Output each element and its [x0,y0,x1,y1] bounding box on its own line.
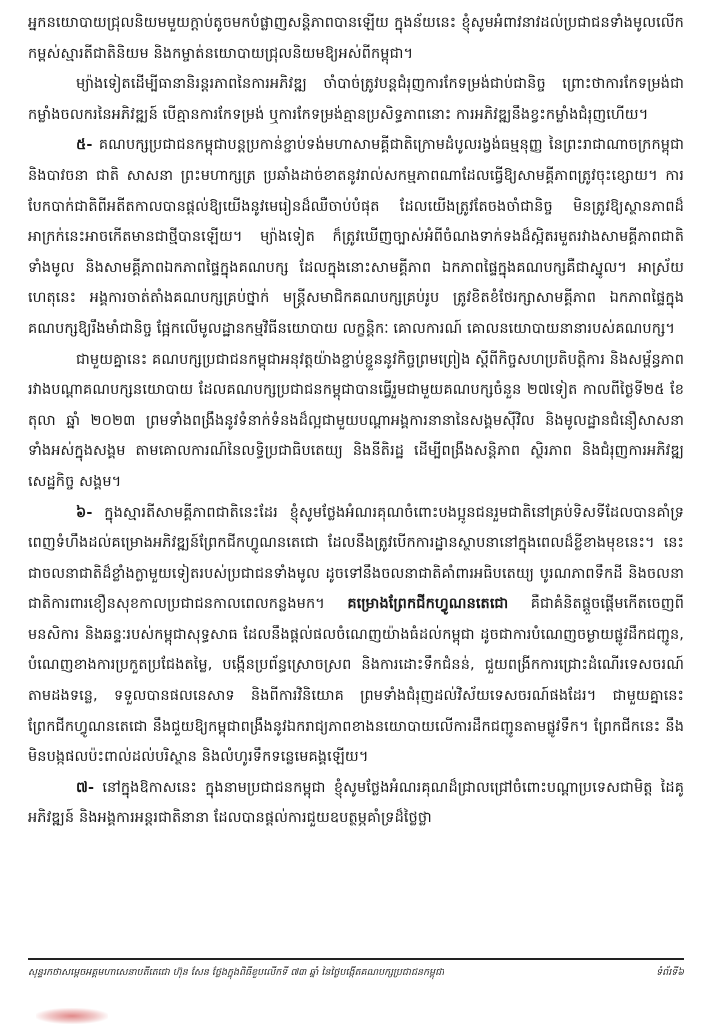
paragraph-text: ក្នុងស្មារតីសាមគ្គីភាពជាតិនេះដែរ ខ្ញុំសូមថ្លែងអំណរគុណចំពោះបងប្អូនជនរួមជាតិនៅគ្រប់ទិសទីដែលបានគាំទ្រពេញទំហឹងដល់គម្រោងអភិវឌ្ឍន៍ព្រែកជីកហ្វូណនតេជោ ដែលនឹងត្រូវបើកការដ្ឋានស្ថាបនានៅក្នុងពេលដ៏ខ្លីខាងមុខនេះ។ នេះជាចលនាជាតិដ៏ខ្លាំងក្លាមួយទៀតរបស់ប្រជាជនទាំងមូល ដូចទៅនឹងចលនាជាតិគាំពារអធិបតេយ្យ បូរណភាពទឹកដី និងចលនាជាតិការពារខឿនសុខកាលប្រជាជនកាលពេលកន្លងមក។ [28,504,684,613]
page-footer [28,962,684,984]
item-number: ៧- [76,779,95,796]
paragraph-text: ម្យ៉ាងទៀតដើម្បីធានានិរន្តរភាពនៃការអភិវឌ្ឍ ចាំបាច់ត្រូវបន្តជំរុញការកែទម្រង់ជាប់ជានិច្ច ព្រោះថាការកែទម្រង់ជាកម្លាំងចលករនៃអភិវឌ្ឍន៍ បើគ្មានការកែទម្រង់ ឬការកែទម្រង់គ្មានប្រសិទ្ធភាពនោះ ការអភិវឌ្ឍនឹងខ្វះកម្លាំងជំរុញហើយ។ [28,76,684,123]
item-number: ៥- [76,137,93,154]
paragraph-1 [28,8,684,69]
paragraph-text: នៅក្នុងឱកាសនេះ ក្នុងនាមប្រជាជនកម្ពុជា ខ្ញុំសូមថ្លែងអំណរគុណដ៏ជ្រាលជ្រៅចំពោះបណ្តាប្រទេសជាមិត្ត ដៃគូអភិវឌ្ឍន៍ និងអង្គការអន្តរជាតិនានា ដែលបានផ្តល់ការជួយឧបត្ថម្ភគាំទ្រដ៏ថ្លៃថ្លា [28,779,684,827]
paragraph-text: គណបក្សប្រជាជនកម្ពុជាបន្តប្រកាន់ខ្ជាប់ទង់មហាសាមគ្គីជាតិក្រោមដំបូលរង្វង់ធម្មនុញ្ញ នៃព្រះរាជាណាចក្រកម្ពុជា និងបាវចនា ជាតិ សាសនា ព្រះមហាក្សត្រ ប្រឆាំងដាច់ខាតនូវរាល់សកម្មភាពណាដែលធ្វើឱ្យសាមគ្គីភាពត្រូវចុះខ្សោយ។ ការបែកបាក់ជាតិពីអតីតកាលបានផ្តល់ឱ្យយើងនូវមេរៀនដ៏ឈឺចាប់បំផុត ដែលយើងត្រូវតែចងចាំជានិច្ច មិនត្រូវឱ្យស្ថានភាពដ៏អាក្រក់នេះអាចកើតមានជាថ្មីបានឡើយ។ ម្យ៉ាងទៀត ក៏ត្រូវឃើញច្បាស់អំពីចំណងទាក់ទងដ៏ស្អិតរមួតរវាងសាមគ្គីភាពជាតិទាំងមូល និងសាមគ្គីភាពឯកភាពផ្ទៃក្នុងគណបក្ស ដែលក្នុងនោះសាមគ្គីភាព ឯកភាពផ្ទៃក្នុងគណបក្សគឺជាស្នូល។ អាស្រ័យហេតុនេះ អង្គការចាត់តាំងគណបក្សគ្រប់ថ្នាក់ មន្ត្រីសមាជិកគណបក្សគ្រប់រូប ត្រូវខិតខំថែរក្សាសាមគ្គីភាព ឯកភាពផ្ទៃក្នុងគណបក្សឱ្យរឹងមាំជានិច្ច ផ្អែកលើមូលដ្ឋានកម្មវិធីនយោបាយ លក្ខន្តិកៈ គោលការណ៍ គោលនយោបាយនានារបស់គណបក្ស។ [28,137,684,337]
paragraph-text: ជាមួយគ្នានេះ គណបក្សប្រជាជនកម្ពុជាអនុវត្តយ៉ាងខ្ជាប់ខ្ជួននូវកិច្ចព្រមព្រៀង ស្តីពីកិច្ចសហប្រតិបត្តិការ និងសម្ព័ន្ធភាពរវាងបណ្តាគណបក្សនយោបាយ ដែលគណបក្សប្រជាជនកម្ពុជាបានធ្វើរួមជាមួយគណបក្សចំនួន ២៧ទៀត កាលពីថ្ងៃទី២៥ ខែតុលា ឆ្នាំ ២០២៣ ព្រមទាំងពង្រឹងនូវទំនាក់ទំនងដ៏ល្អជាមួយបណ្តាអង្គការនានានៃសង្គមស៊ីវិល និងមូលដ្ឋានជំនឿសាសនាទាំងអស់ក្នុងសង្គម តាមគោលការណ៍នៃលទ្ធិប្រជាធិបតេយ្យ និងនីតិរដ្ឋ ដើម្បីពង្រឹងសន្តិភាព ស្ថិរភាព និងជំរុញការអភិវឌ្ឍសេដ្ឋកិច្ច សង្គម។ [28,351,684,490]
item-number: ៦- [76,504,93,521]
footer-divider [28,958,684,960]
paragraph-5-item-6 [28,498,684,773]
paragraph-6-item-7 [28,773,684,834]
paragraph-2 [28,69,684,130]
paragraph-3-item-5 [28,130,684,344]
paragraph-text: អ្នកនយោបាយជ្រុលនិយមមួយក្តាប់តូចមកបំផ្លាញសន្តិភាពបានឡើយ ក្នុងន័យនេះ ខ្ញុំសូមអំពាវនាវដល់ប្រជាជនទាំងមូលលើកកម្ពស់ស្មារតីជាតិនិយម និងកម្ចាត់នយោបាយជ្រុលនិយមឱ្យអស់ពីកម្ពុជា។ [28,15,684,62]
document-body [28,8,684,956]
bold-project-name: គម្រោងព្រែកជីកហ្វូណនតេជោ [347,596,509,613]
footer-caption: សុន្ទរកថាសម្តេចអគ្គមហាសេនាបតីតេជោ ហ៊ុន សែន ថ្លែងក្នុងពិធីខួបលើកទី ៧៣ ឆ្នាំ នៃថ្ងៃបង្កើតគណបក្សប្រជាជនកម្ពុជា [28,967,445,978]
paragraph-text-tail: គឺជាគំនិតផ្តួចផ្តើមកើតចេញពីមនសិការ និងឆន្ទៈរបស់កម្ពុជាសុទ្ធសាធ ដែលនឹងផ្តល់ផលចំណេញយ៉ាងធំដល់កម្ពុជា ដូចជាការបំណេញចម្ងាយផ្លូវដឹកជញ្ជូន, បំណេញខាងការប្រកួតប្រជែងតម្លៃ, បង្កើនប្រព័ន្ធស្រោចស្រព និងការដោះទឹកជំនន់, ជួយពង្រីកការជ្រោះដំណើរទេសចរណ៍តាមដងទន្លេ, ទទួលបានផលនេសាទ និងពីការវិនិយោគ ព្រមទាំងជំរុញដល់វិស័យទេសចរណ៍ផងដែរ។ ជាមួយគ្នានេះ ព្រែកជីកហ្វូណនតេជោ នឹងជួយឱ្យកម្ពុជាពង្រឹងនូវឯករាជ្យភាពខាងនយោបាយលើការដឹកជញ្ជូនតាមផ្លូវទឹក។ ព្រែកជីកនេះ នឹងមិនបង្កផលប៉ះពាល់ដល់បរិស្ថាន និងលំហូរទឹកទន្លេមេគង្គឡើយ។ [28,596,684,766]
red-stamp-mark [36,1008,108,1024]
page-number: ទំព័រទី៦ [656,967,684,978]
paragraph-4 [28,345,684,498]
